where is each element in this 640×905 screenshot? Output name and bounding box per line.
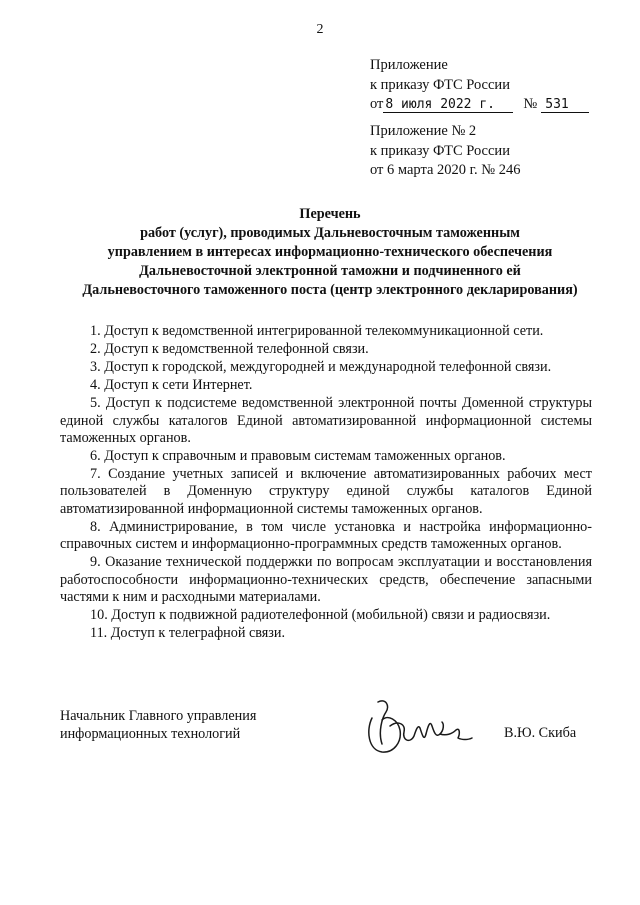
appendix-previous-line2: к приказу ФТС России bbox=[370, 142, 510, 159]
appendix-previous-block bbox=[370, 122, 520, 181]
list-item: 6. Доступ к справочным и правовым системам таможенных органов. bbox=[90, 448, 506, 465]
date-prefix: от bbox=[370, 96, 384, 112]
list-item: 7. Создание учетных записей и включение автоматизированных рабочих мест пользователей в Доменную структуру единой службы каталогов Единой автоматизированной информационной системы таможенных органов. bbox=[60, 466, 592, 517]
signatory-position bbox=[60, 708, 256, 743]
signatory-position-line2: информационных технологий bbox=[60, 725, 241, 742]
list-item: 1. Доступ к ведомственной интегрированной телекоммуникационной сети. bbox=[90, 323, 544, 339]
list-item: 8. Администрирование, в том числе установка и настройка информационно-справочных систем и информационно-программных средств таможенных органов. bbox=[60, 518, 592, 553]
document-title bbox=[40, 205, 620, 300]
signatory-position-line1: Начальник Главного управления bbox=[60, 708, 257, 724]
appendix-current-block bbox=[370, 56, 589, 115]
number-label: № bbox=[523, 96, 538, 112]
appendix-current-line2: к приказу ФТС России bbox=[370, 76, 510, 93]
order-number-field: 531 bbox=[541, 97, 589, 113]
signatory-name: В.Ю. Скиба bbox=[504, 725, 577, 741]
appendix-current-date-line bbox=[370, 95, 589, 115]
handwritten-signature bbox=[360, 690, 475, 760]
title-heading: Перечень bbox=[299, 206, 361, 222]
list-item: 4. Доступ к сети Интернет. bbox=[90, 377, 253, 394]
appendix-previous-line1: Приложение № 2 bbox=[370, 123, 477, 139]
list-item: 2. Доступ к ведомственной телефонной связи. bbox=[90, 341, 369, 358]
list-item: 3. Доступ к городской, междугородней и международной телефонной связи. bbox=[90, 359, 552, 376]
appendix-previous-line3: от 6 марта 2020 г. № 246 bbox=[370, 162, 521, 178]
list-item: 9. Оказание технической поддержки по вопросам эксплуатации и восстановления работоспособности информационно-технических средств, обеспечение запасными частями к ним и расходными материалами. bbox=[60, 554, 592, 605]
page-number: 2 bbox=[316, 22, 324, 37]
title-line: Дальневосточной электронной таможни и подчиненного ей bbox=[139, 263, 521, 279]
list-item: 5. Доступ к подсистеме ведомственной электронной почты Доменной структуры единой службы каталогов Единой автоматизированной информационной системы таможенных органов. bbox=[60, 395, 592, 446]
list-item: 11. Доступ к телеграфной связи. bbox=[90, 625, 286, 642]
title-line: управлением в интересах информационно-технического обеспечения bbox=[107, 244, 553, 260]
services-list bbox=[60, 323, 592, 643]
title-line: Дальневосточного таможенного поста (центр электронного декларирования) bbox=[82, 282, 578, 298]
list-item: 10. Доступ к подвижной радиотелефонной (мобильной) связи и радиосвязи. bbox=[90, 606, 551, 623]
order-date-field: 8 июля 2022 г. bbox=[383, 97, 513, 113]
title-line: работ (услуг), проводимых Дальневосточным таможенным bbox=[140, 225, 520, 241]
appendix-current-line1: Приложение bbox=[370, 57, 448, 73]
